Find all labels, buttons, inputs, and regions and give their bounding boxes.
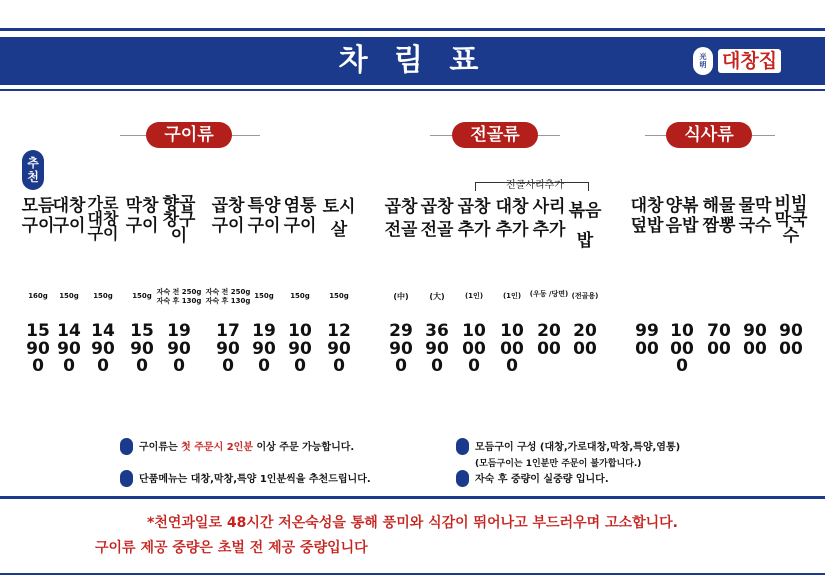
category-grill: 구이류 xyxy=(146,122,232,148)
item-price: 10900 xyxy=(288,321,312,376)
item-price: 9000 xyxy=(779,321,803,359)
note-text: 모듬구이 구성 (대창,가로대창,막창,특양,염통) xyxy=(475,442,681,453)
item-weight: 150g xyxy=(132,292,152,300)
item-weight: (우동 /당면) xyxy=(529,290,569,298)
category-hotpot: 전골류 xyxy=(452,122,538,148)
item-price: 14900 xyxy=(57,321,81,376)
logo-mark-icon xyxy=(120,470,133,487)
note-assorted xyxy=(456,438,680,469)
note-grill-minimum xyxy=(120,438,354,455)
note-text-a: 구이류는 xyxy=(139,442,182,453)
item-weight: (전골용) xyxy=(571,292,599,300)
item-name: 대창구이 xyxy=(52,196,86,236)
item-name: 토시살 xyxy=(322,197,356,240)
bottom-rule-2 xyxy=(0,573,825,575)
recommend-line1: 추 xyxy=(27,156,39,170)
note-text: 자숙 후 중량이 실중량 입니다. xyxy=(475,474,609,485)
item-name: 대창덮밥 xyxy=(630,196,664,236)
item-name: 사리추가 xyxy=(532,197,566,240)
item-weight: (中) xyxy=(393,292,409,301)
logo-text: 대창집 xyxy=(718,49,781,73)
item-name: 곱창구이 xyxy=(211,196,245,236)
item-price: 14900 xyxy=(91,321,115,376)
logo-mark-icon xyxy=(456,470,469,487)
hotpot-sub-bracket xyxy=(475,182,589,191)
page-title: 차 림 표 xyxy=(338,43,487,78)
item-name: 해물짬뽕 xyxy=(702,196,736,236)
recommend-badge xyxy=(22,150,44,190)
item-weight: 150g xyxy=(254,292,274,300)
item-name: 향곱창구이 xyxy=(162,194,196,246)
note-text-b: 이상 주문 가능합니다. xyxy=(253,442,355,453)
logo-badge xyxy=(693,47,713,75)
item-name: 곱창전골 xyxy=(384,197,418,240)
item-name: 볶음밥 xyxy=(568,201,602,251)
item-price: 12900 xyxy=(327,321,351,376)
item-price: 9900 xyxy=(635,321,659,359)
bottom-rule xyxy=(0,496,825,499)
item-name: 비빔막국수 xyxy=(774,194,808,246)
brand-logo xyxy=(693,47,781,75)
item-name: 물막국수 xyxy=(738,196,772,236)
item-name: 막창구이 xyxy=(125,196,159,236)
note-weight xyxy=(456,470,609,487)
item-price: 2000 xyxy=(537,321,561,359)
item-weight: 150g xyxy=(93,292,113,300)
item-weight: 자숙 전 250g 자숙 후 130g xyxy=(156,288,202,305)
top-rule xyxy=(0,28,825,31)
item-name: 모듬구이 xyxy=(21,196,55,236)
item-price: 29900 xyxy=(389,321,413,376)
recommend-line2: 천 xyxy=(27,170,39,184)
item-name: 양볶음밥 xyxy=(665,196,699,236)
item-weight: 160g xyxy=(28,292,48,300)
logo-badge-top: 光 xyxy=(699,53,707,61)
item-price: 10000 xyxy=(670,321,694,376)
note-single-menu xyxy=(120,470,371,487)
note-subtext: (모듬구이는 1인분만 주문이 불가합니다.) xyxy=(475,459,642,469)
item-price: 15900 xyxy=(130,321,154,376)
hotpot-sub-header: 전골사리추가 xyxy=(506,180,564,191)
item-price: 7000 xyxy=(707,321,731,359)
item-price: 19900 xyxy=(252,321,276,376)
logo-badge-bottom: 明 xyxy=(699,61,707,69)
category-meal: 식사류 xyxy=(666,122,752,148)
item-price: 17900 xyxy=(216,321,240,376)
item-weight: (大) xyxy=(429,292,445,301)
item-weight: 자숙 전 250g 자숙 후 130g xyxy=(205,288,251,305)
item-weight: (1인) xyxy=(502,292,522,300)
item-name: 대창추가 xyxy=(495,197,529,240)
logo-mark-icon xyxy=(120,438,133,455)
item-weight: 150g xyxy=(290,292,310,300)
item-weight: (1인) xyxy=(464,292,484,300)
item-name: 곱창추가 xyxy=(457,197,491,240)
item-weight: 150g xyxy=(329,292,349,300)
item-price: 36900 xyxy=(425,321,449,376)
item-name: 곱창전골 xyxy=(420,197,454,240)
item-price: 9000 xyxy=(743,321,767,359)
note-text: 단품메뉴는 대창,막창,특양 1인분씩을 추천드립니다. xyxy=(139,474,371,485)
item-price: 19900 xyxy=(167,321,191,376)
item-price: 2000 xyxy=(573,321,597,359)
footer-line2: 구이류 제공 중량은 초벌 전 제공 중량입니다 xyxy=(95,540,368,556)
item-name: 특양구이 xyxy=(247,196,281,236)
footer-line1: *천연과일로 48시간 저온숙성을 통해 풍미와 식감이 뛰어나고 부드러우며 고소합니다. xyxy=(147,515,678,531)
header-rule xyxy=(0,89,825,91)
item-name: 염통구이 xyxy=(283,196,317,236)
item-price: 10000 xyxy=(462,321,486,376)
item-price: 15900 xyxy=(26,321,50,376)
item-price: 10000 xyxy=(500,321,524,376)
logo-mark-icon xyxy=(456,438,469,455)
item-weight: 150g xyxy=(59,292,79,300)
note-text xyxy=(139,438,354,453)
note-text-block xyxy=(475,438,680,469)
note-text-red: 첫 주문시 2인분 xyxy=(181,442,254,453)
item-name: 가로대창구이 xyxy=(87,194,119,243)
